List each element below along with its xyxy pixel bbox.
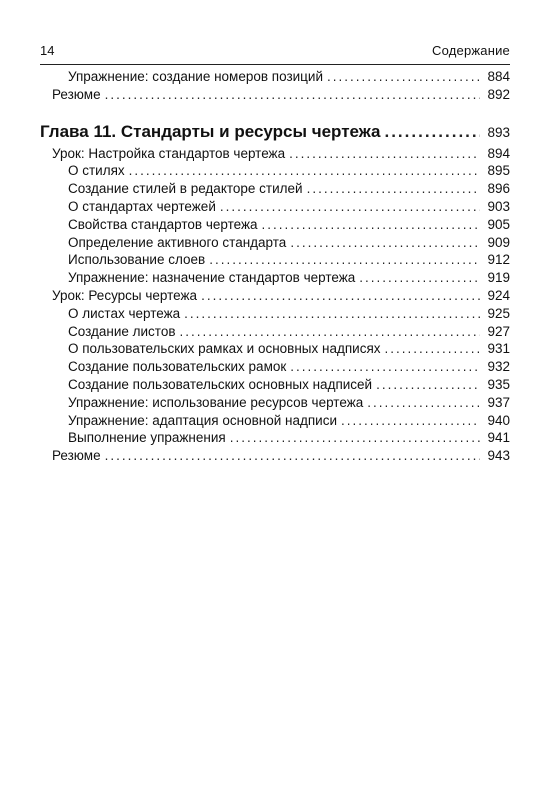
header-rule [40,64,510,65]
toc-chapter-heading[interactable] [40,119,510,145]
dot-leader [341,412,480,430]
toc-entry[interactable] [40,447,510,465]
toc-entry[interactable] [40,269,510,287]
toc-entry-page-number: 937 [487,394,510,410]
toc-entry[interactable] [40,394,510,412]
toc-entry-page-number: 894 [487,145,510,161]
toc-entry-label: Создание листов [68,323,176,339]
dot-leader [129,162,480,180]
toc-entry-page-number: 924 [487,287,510,303]
dot-leader [327,68,480,86]
toc-entry-label: Свойства стандартов чертежа [68,216,258,232]
toc-entry-label: Создание пользовательских основных надписей [68,376,373,392]
toc-entry-label: Резюме [52,86,101,102]
dot-leader [376,376,480,394]
dot-leader [290,234,480,252]
toc-entry-label: Выполнение упражнения [68,430,226,446]
toc-entry-label: О пользовательских рамках и основных надписях [68,341,381,357]
dot-leader [105,86,480,104]
toc-entry-label: Использование слоев [68,252,206,268]
toc-entry-page-number: 943 [487,448,510,464]
toc-entry-page-number: 925 [487,305,510,321]
toc-entry[interactable] [40,429,510,447]
chapter-title: Глава 11. Стандарты и ресурсы чертежа [40,121,381,141]
toc-entry-label: О стилях [68,163,125,179]
toc-entry-page-number: 919 [487,270,510,286]
toc-entry[interactable] [40,216,510,234]
table-of-contents [40,68,510,465]
toc-top-entries [40,68,510,104]
dot-leader [289,145,480,163]
toc-entry-label: Упражнение: использование ресурсов чертежа [68,394,364,410]
dot-leader [307,180,480,198]
page-number: 14 [40,42,55,58]
toc-entry-page-number: 932 [487,359,510,375]
dot-leader [201,287,480,305]
toc-entry[interactable] [40,234,510,252]
dot-leader [359,269,480,287]
toc-entry[interactable] [40,340,510,358]
page-header [40,40,510,60]
toc-entry-label: Определение активного стандарта [68,234,287,250]
toc-entry-page-number: 935 [487,376,510,392]
dot-leader [220,198,480,216]
dot-leader [384,119,480,145]
toc-entry-label: Создание стилей в редакторе стилей [68,181,303,197]
dot-leader [230,429,480,447]
running-title: Содержание [432,42,510,58]
toc-entry[interactable] [40,287,510,305]
toc-entry-label: Упражнение: адаптация основной надписи [68,412,338,428]
toc-entry-label: Создание пользовательских рамок [68,359,287,375]
toc-entry[interactable] [40,145,510,163]
toc-entry-label: О листах чертежа [68,305,181,321]
toc-entry-page-number: 896 [487,181,510,197]
toc-entry-page-number: 905 [487,216,510,232]
toc-entry[interactable] [40,358,510,376]
dot-leader [367,394,480,412]
toc-entry-page-number: 927 [487,323,510,339]
toc-entry-page-number: 931 [487,341,510,357]
toc-entry[interactable] [40,198,510,216]
toc-entry-page-number: 912 [487,252,510,268]
toc-entry-label: Упражнение: назначение стандартов чертежа [68,270,356,286]
dot-leader [290,358,480,376]
toc-entry-page-number: 940 [487,412,510,428]
toc-entry-page-number: 895 [487,163,510,179]
toc-entry[interactable] [40,251,510,269]
toc-entry[interactable] [40,305,510,323]
toc-entry[interactable] [40,412,510,430]
dot-leader [262,216,480,234]
toc-entry-label: Резюме [52,448,101,464]
dot-leader [180,323,480,341]
toc-chapter-entries [40,145,510,465]
toc-entry-page-number: 941 [487,430,510,446]
dot-leader [385,340,480,358]
dot-leader [209,251,480,269]
toc-entry-label: О стандартах чертежей [68,198,216,214]
toc-entry-label: Урок: Ресурсы чертежа [52,287,198,303]
toc-entry-label: Урок: Настройка стандартов чертежа [52,145,286,161]
toc-entry[interactable] [40,68,510,86]
dot-leader [184,305,480,323]
toc-entry[interactable] [40,162,510,180]
toc-entry-page-number: 909 [487,234,510,250]
toc-entry[interactable] [40,180,510,198]
toc-entry-page-number: 884 [487,69,510,84]
toc-entry[interactable] [40,86,510,104]
toc-entry-page-number: 892 [487,86,510,102]
dot-leader [105,447,480,465]
chapter-page-number: 893 [487,124,510,140]
toc-entry[interactable] [40,376,510,394]
toc-entry[interactable] [40,323,510,341]
toc-entry-page-number: 903 [487,198,510,214]
toc-entry-label: Упражнение: создание номеров позиций [68,69,323,84]
